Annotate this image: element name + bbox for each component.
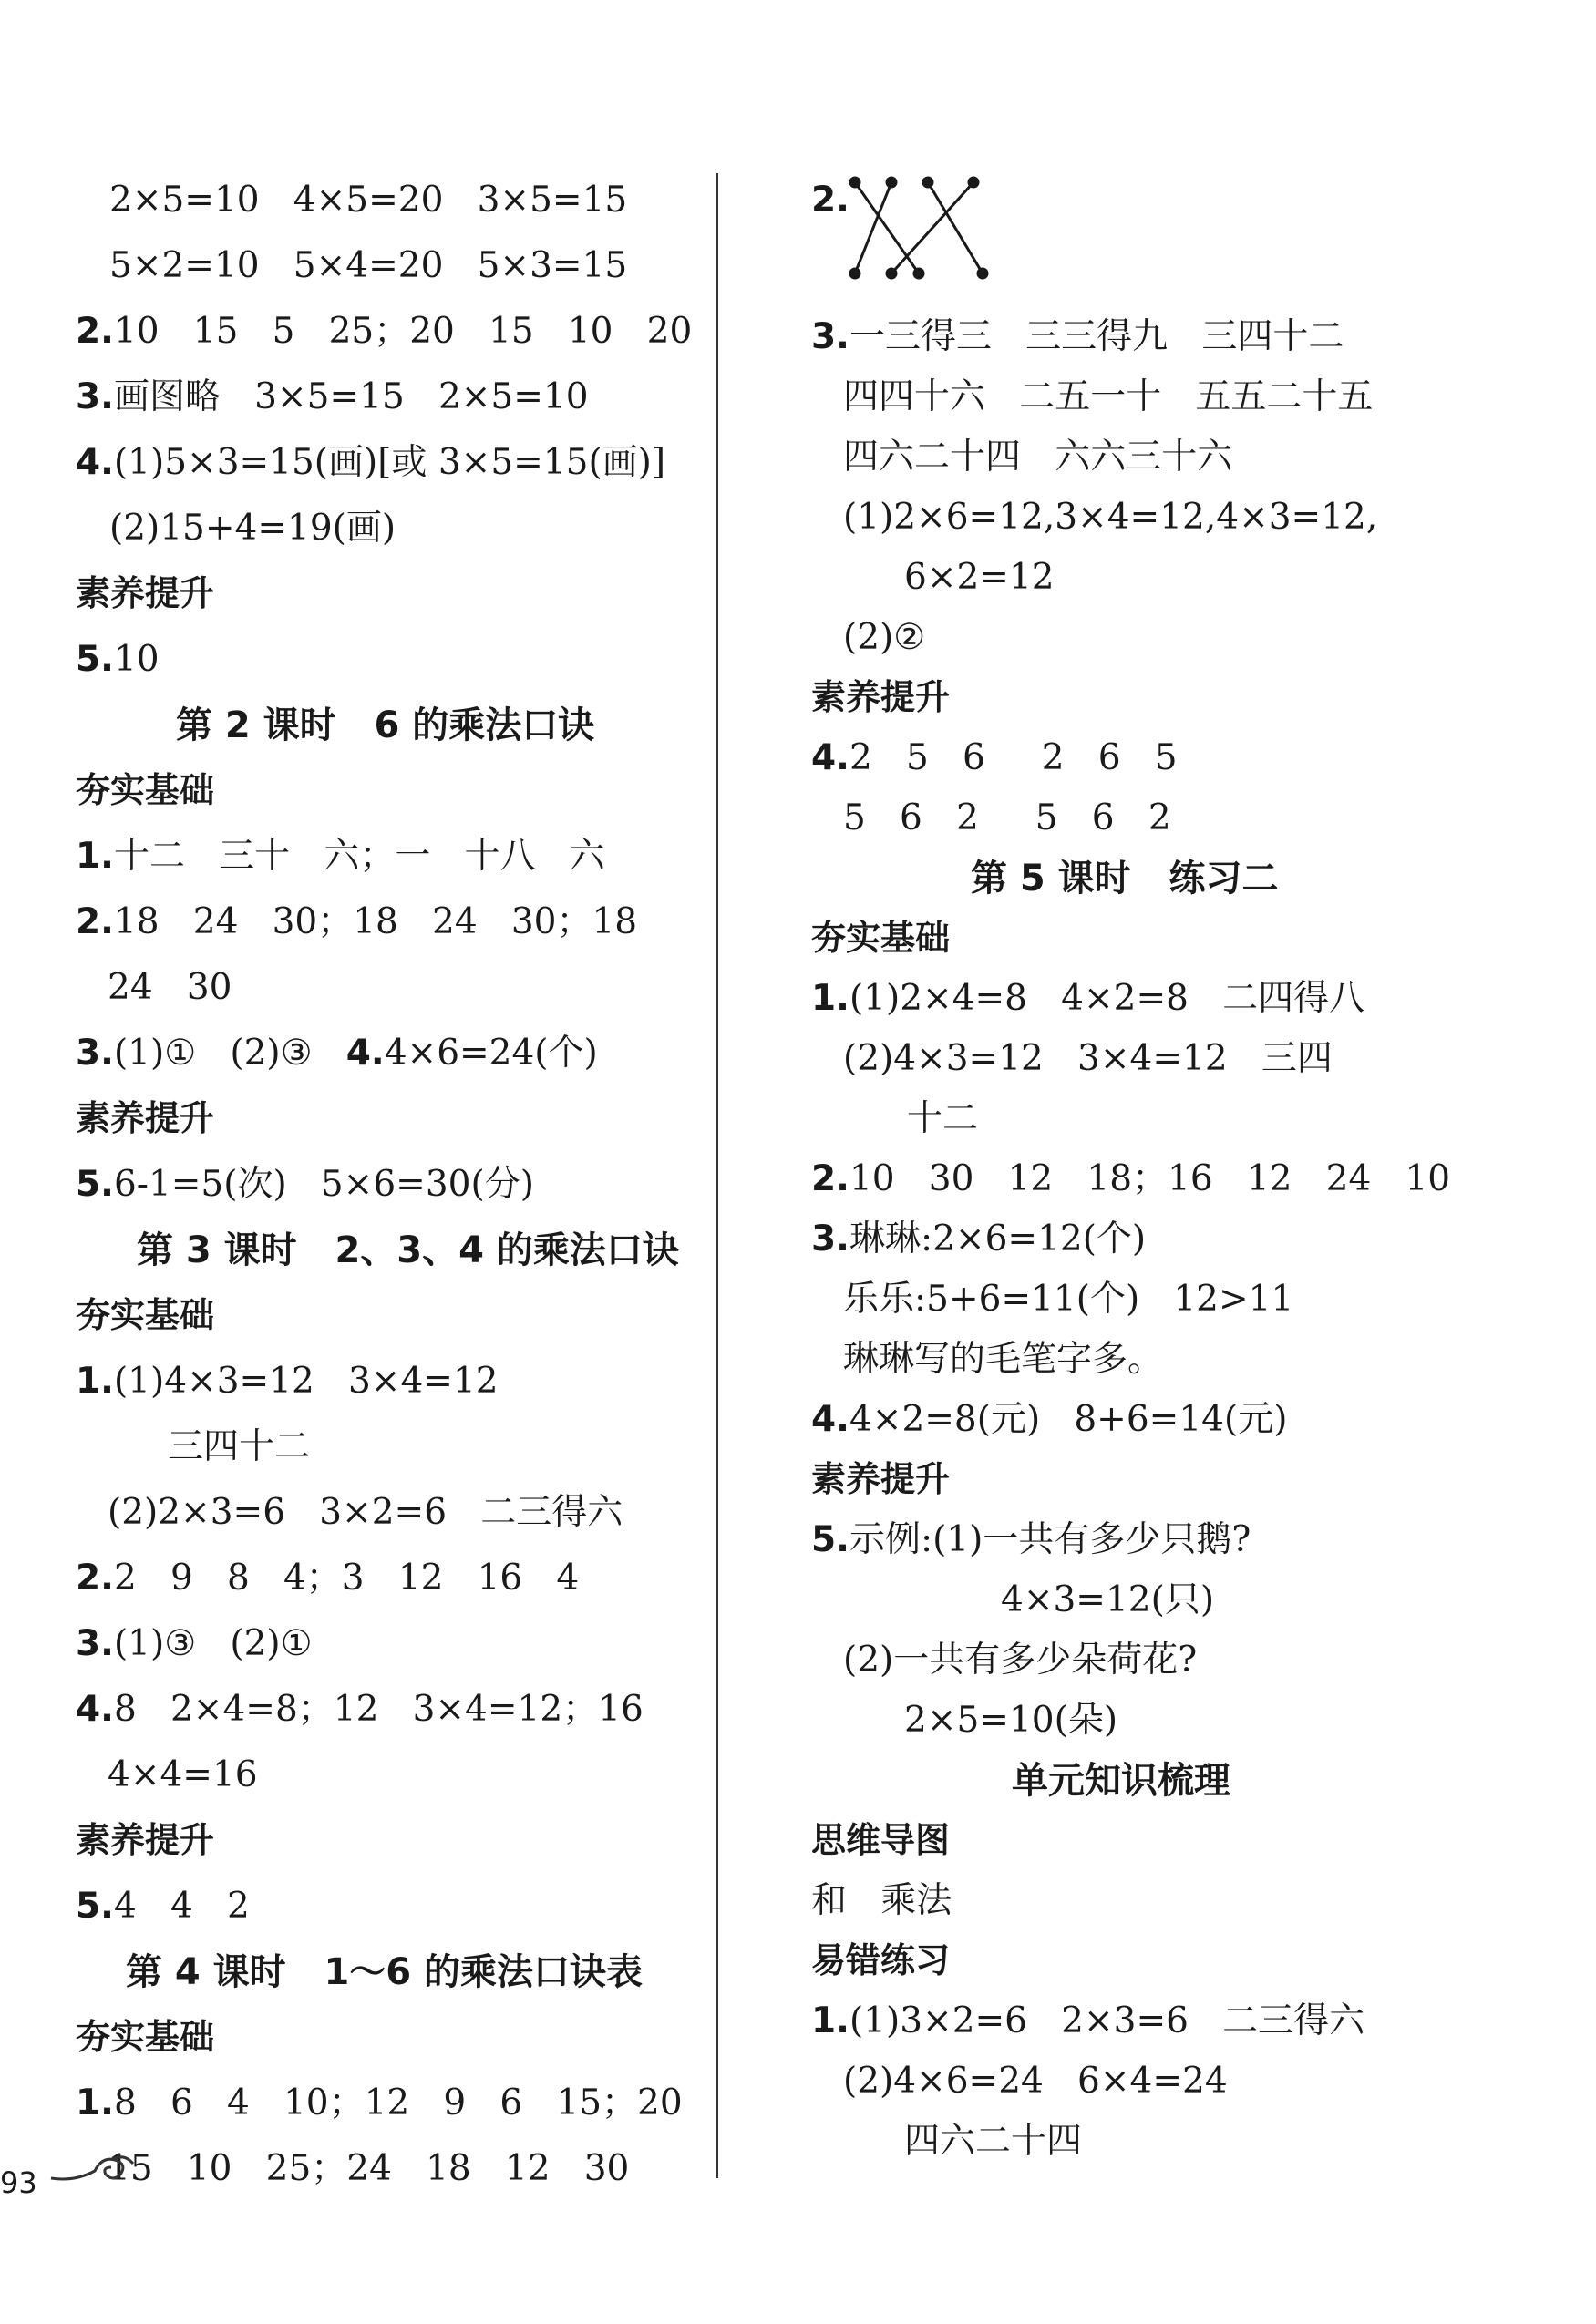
answer-line: 十二 [907,1098,979,1139]
question-number: 1. [76,836,114,877]
answer-line: 24 30 [108,967,232,1008]
match-line [928,182,983,273]
question-number: 3. [811,316,849,357]
answer-line: 2.18 24 30；18 24 30；18 [76,901,638,942]
section-label: 思维导图 [811,1820,951,1860]
section-label: 夯实基础 [76,2017,215,2057]
answer-line: 琳琳写的毛笔字多。 [843,1339,1164,1380]
section-label: 易错练习 [811,1940,951,1980]
answer-line: (2)2×3=6 3×2=6 二三得六 [108,1492,623,1533]
answer-line: 5.10 [76,639,160,680]
section-label: 夯实基础 [76,1295,215,1335]
answer-line: 四四十六 二五一十 五五二十五 [843,376,1374,417]
question-number: 2. [811,1158,849,1199]
match-dot [850,178,860,187]
answer-line: 3.画图略 3×5=15 2×5=10 [76,376,589,417]
answer-line: 2×5=10(朵) [904,1700,1118,1741]
lesson-heading: 第 5 课时 练习二 [971,858,1279,900]
lesson-heading: 第 2 课时 6 的乘法口诀 [176,704,595,746]
answer-line: 2×5=10 4×5=20 3×5=15 [109,180,628,221]
section-label: 素养提升 [76,573,215,613]
section-label: 素养提升 [811,677,951,717]
answer-line: 4.4×2=8(元) 8+6=14(元) [811,1399,1288,1440]
answer-line: 6×2=12 [904,557,1055,598]
answer-line: 3.琳琳:2×6=12(个) [811,1219,1147,1260]
lesson-heading: 第 4 课时 1～6 的乘法口诀表 [126,1951,644,1993]
answer-line: 3.(1)① (2)③ 4.4×6=24(个) [76,1033,598,1074]
answer-line: 4×3=12(只) [1001,1579,1215,1620]
answer-line: 5.4 4 2 [76,1886,250,1927]
answer-line: 四六二十四 六六三十六 [843,437,1233,478]
answer-line: (2)4×3=12 3×4=12 三四 [843,1038,1333,1079]
answer-line: (2)15+4=19(画) [109,508,396,549]
answer-line: (2)② [843,617,926,658]
answer-line: 1.(1)2×4=8 4×2=8 二四得八 [811,978,1365,1019]
answer-line: (2)4×6=24 6×4=24 [843,2061,1228,2102]
section-label: 素养提升 [76,1098,215,1138]
question-number: 4. [811,737,849,778]
matching-lines-diagram [837,173,1001,283]
lesson-heading: 单元知识梳理 [1012,1760,1230,1802]
match-dot [914,269,923,278]
answer-line: 三四十二 [168,1426,311,1467]
match-line [891,182,973,273]
section-label: 夯实基础 [76,770,215,810]
match-dot [887,269,896,278]
question-number: 5. [76,639,114,680]
question-number: 3. [76,1623,114,1664]
question-number: 1. [811,978,849,1019]
question-number: 2. [811,180,849,221]
answer-line: 4×4=16 [108,1754,258,1795]
answer-line: 2.10 15 5 25；20 15 10 20 [76,311,693,352]
answer-line: 5×2=10 5×4=20 5×3=15 [109,245,628,286]
answer-line: 4.2 5 6 2 6 5 [811,737,1178,778]
answer-line: 4.8 2×4=8；12 3×4=12；16 [76,1689,644,1730]
answer-line: (2)一共有多少朵荷花? [843,1640,1198,1681]
question-number: 3. [811,1219,849,1260]
section-label: 夯实基础 [811,918,951,958]
answer-line: 3.(1)③ (2)① [76,1623,313,1664]
answer-line: 15 10 25；24 18 12 30 [108,2148,630,2189]
question-number: 4. [345,1033,385,1074]
match-dot [850,269,860,278]
answer-line: 3.一三得三 三三得九 三四十二 [811,316,1344,357]
answer-line: 1.(1)3×2=6 2×3=6 二三得六 [811,2000,1365,2041]
column-divider [716,173,718,2178]
answer-line: 1.8 6 4 10；12 9 6 15；20 [76,2082,683,2123]
answer-line: 乐乐:5+6=11(个) 12>11 [843,1279,1294,1320]
question-number: 1. [76,2082,114,2123]
question-number: 4. [811,1399,849,1440]
lesson-heading: 第 3 课时 2、3、4 的乘法口诀 [137,1229,679,1271]
answer-line: 4.(1)5×3=15(画)[或 3×5=15(画)] [76,442,666,483]
question-number: 5. [76,1886,114,1927]
question-number: 3. [76,1033,114,1074]
answer-line: 1.(1)4×3=12 3×4=12 [76,1361,499,1402]
answer-line: 5.6-1=5(次) 5×6=30(分) [76,1164,534,1205]
page-number: 93 [0,2165,37,2200]
answer-line: 2.10 30 12 18；16 12 24 10 [811,1158,1451,1199]
section-label: 素养提升 [76,1820,215,1860]
match-dot [978,269,987,278]
question-number: 2. [76,901,114,942]
question-number: 1. [811,2000,849,2041]
question-number: 4. [76,1689,114,1730]
answer-line: 四六二十四 [904,2121,1083,2162]
match-dot [969,178,978,187]
section-label: 素养提升 [811,1459,951,1499]
answer-line: 5.示例:(1)一共有多少只鹅? [811,1519,1251,1560]
question-number: 2. [76,1558,114,1599]
cloud-ornament-icon [47,2151,139,2187]
question-number: 5. [811,1519,849,1560]
answer-line: 5 6 2 5 6 2 [843,797,1171,838]
question-number: 5. [76,1164,114,1205]
match-dot [887,178,896,187]
question-number: 4. [76,442,114,483]
answer-line: 1.十二 三十 六；一 十八 六 [76,836,605,877]
question-number: 3. [76,376,114,417]
question-number: 2. [76,311,114,352]
answer-line: 2.2 9 8 4；3 12 16 4 [76,1558,580,1599]
answer-line: 和 乘法 [811,1880,952,1921]
match-dot [923,178,932,187]
question-number: 1. [76,1361,114,1402]
answer-line: (1)2×6=12,3×4=12,4×3=12, [843,497,1378,538]
